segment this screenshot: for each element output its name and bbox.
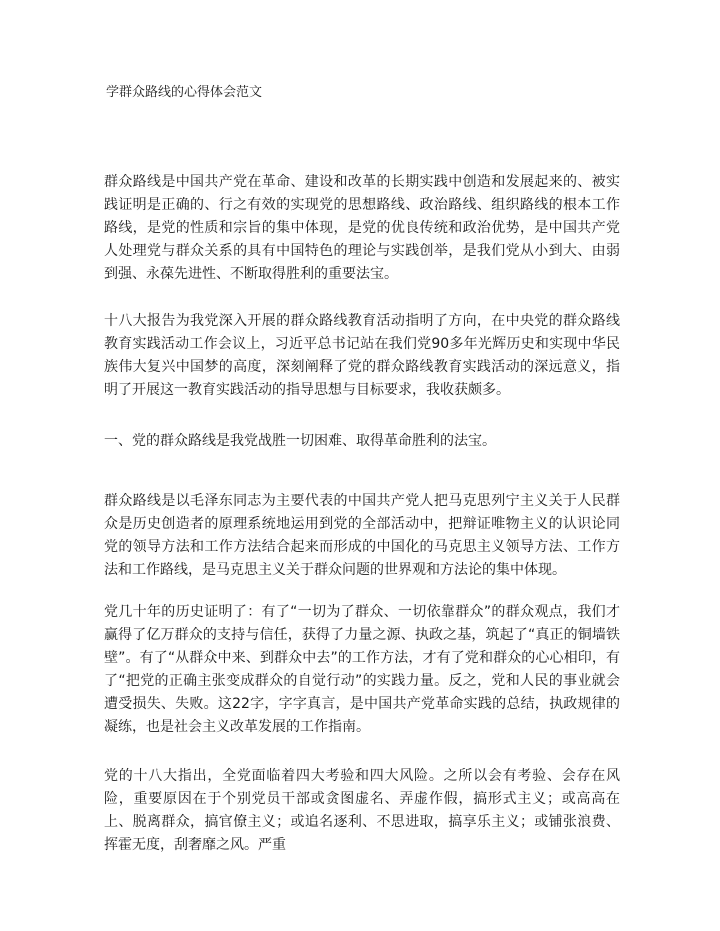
document-title: 学群众路线的心得体会范文 — [106, 85, 263, 100]
paragraph-four-tests-four-risks: 党的十八大指出，全党面临着四大考验和四大风险。之所以会有考验、会存在风险，重要原因在于个别党员干部或贪图虚名、弄虚作假，搞形式主义；或高高在上、脱离群众，搞官僚主义；或追名逐利、不思进取，搞享乐主义；或铺张浪费、挥霍无度，刮奢靡之风。严重 — [104, 768, 620, 853]
paragraph-eighteenth-congress-report: 十八大报告为我党深入开展的群众路线教育活动指明了方向，在中央党的群众路线教育实践活动工作会议上，习近平总书记站在我们党90多年光辉历史和实现中华民族伟大复兴中国梦的高度，深刻阐释了党的群众路线教育实践活动的深远意义，指明了开展这一教育实践活动的指导思想与目标要求，我收获颇多。 — [104, 313, 620, 398]
paragraph-mass-line-definition: 群众路线是中国共产党在革命、建设和改革的长期实践中创造和发展起来的、被实践证明是正确的、行之有效的实现党的思想路线、政治路线、组织路线的根本工作路线，是党的性质和宗旨的集中体现，是党的优良传统和政治优势，是中国共产党人处理党与群众关系的具有中国特色的理论与实践创举，是我们党从小到大、由弱到强、永葆先进性、不断取得胜利的重要法宝。 — [104, 174, 620, 282]
paragraph-party-history: 党几十年的历史证明了：有了“一切为了群众、一切依靠群众”的群众观点，我们才赢得了亿万群众的支持与信任，获得了力量之源、执政之基，筑起了“真正的铜墙铁壁”。有了“从群众中来、到群众中去”的工作方法，才有了党和群众的心心相印，有了“把党的正确主张变成群众的自觉行动”的实践力量。反之，党和人民的事业就会遭受损失、失败。这22字，字字真言，是中国共产党革命实践的总结，执政规律的凝练，也是社会主义改革发展的工作指南。 — [104, 604, 620, 735]
section-heading-one: 一、党的群众路线是我党战胜一切困难、取得革命胜利的法宝。 — [104, 433, 496, 449]
paragraph-mass-line-origin: 群众路线是以毛泽东同志为主要代表的中国共产党人把马克思列宁主义关于人民群众是历史创造者的原理系统地运用到党的全部活动中，把辩证唯物主义的认识论同党的领导方法和工作方法结合起来而形成的中国化的马克思主义领导方法、工作方法和工作路线，是马克思主义关于群众问题的世界观和方法论的集中体现。 — [104, 493, 620, 578]
